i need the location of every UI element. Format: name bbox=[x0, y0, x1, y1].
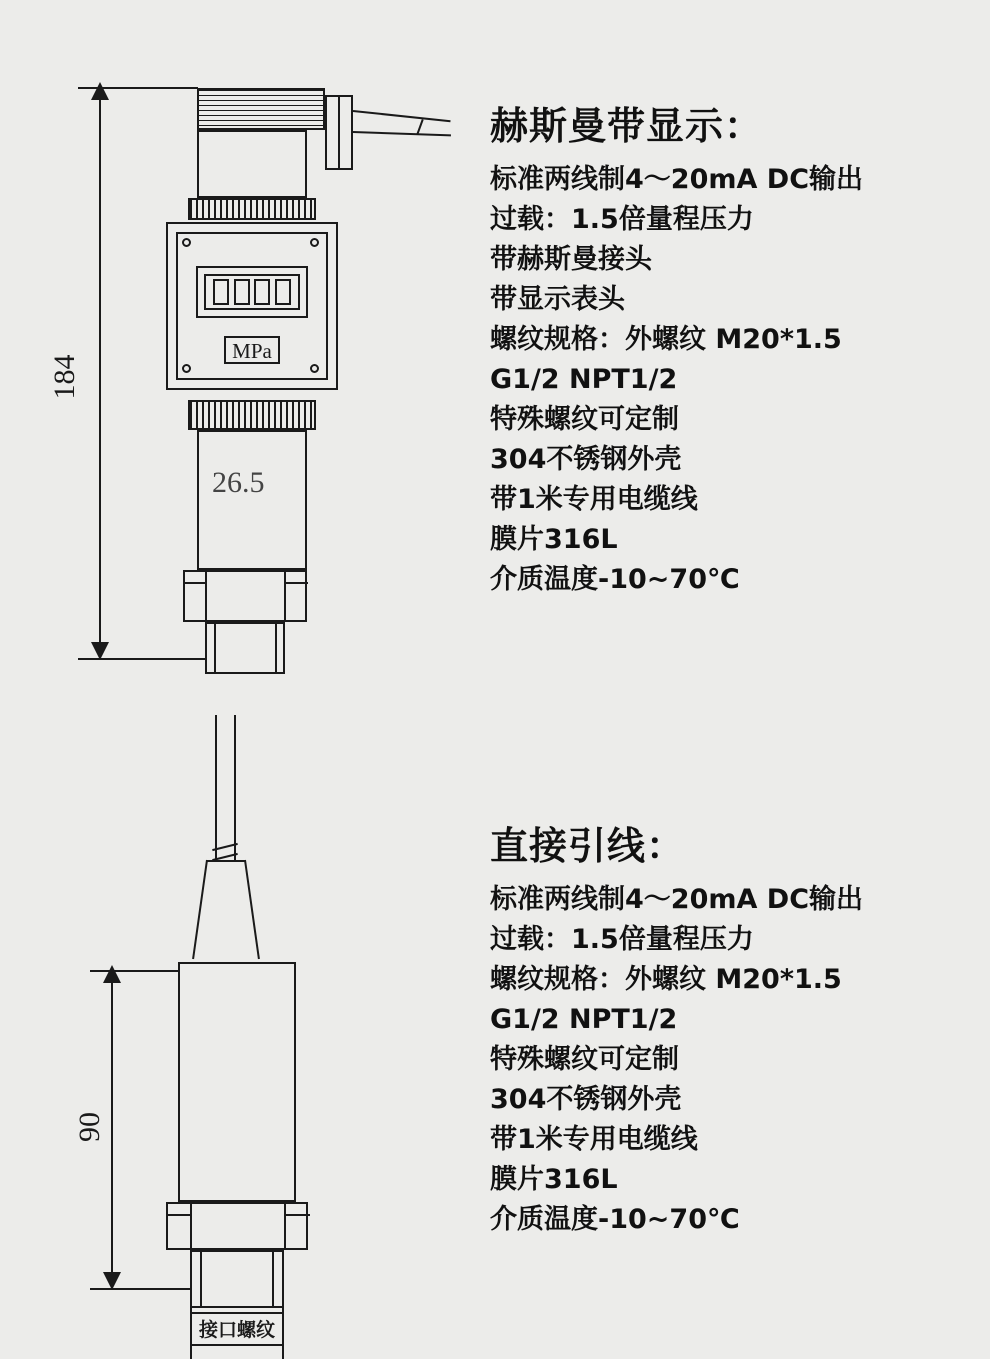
hex-nut-2 bbox=[166, 1202, 308, 1250]
spec-block-hirschmann bbox=[490, 95, 980, 600]
spec-line: 带赫斯曼接头 bbox=[490, 244, 652, 275]
process-thread-inner-left bbox=[214, 622, 216, 674]
boot-top-cap bbox=[206, 860, 246, 862]
connector-plug-inner-line bbox=[338, 95, 340, 170]
spec-line: 标准两线制4～20mA DC输出 bbox=[490, 164, 864, 195]
dimension-line-184 bbox=[99, 92, 101, 648]
process-thread-2-inner-left bbox=[200, 1250, 202, 1308]
dimension-label-184: 184 bbox=[48, 354, 81, 400]
hex-nut bbox=[183, 570, 307, 622]
housing-screw-bottom-right bbox=[310, 364, 319, 373]
spec-list-direct-lead bbox=[490, 880, 980, 1240]
hex-nut-chamfer-right bbox=[284, 570, 286, 622]
spec-block-direct-lead bbox=[490, 815, 980, 1240]
figure-direct-lead bbox=[0, 700, 470, 1359]
cable-right-line bbox=[234, 715, 236, 860]
hex-nut-edge-left bbox=[183, 582, 207, 584]
spec-line: 304不锈钢外壳 bbox=[490, 1084, 682, 1115]
spec-list-hirschmann bbox=[490, 160, 980, 600]
hex-nut-edge-right bbox=[284, 582, 308, 584]
spec-line: G1/2 NPT1/2 bbox=[490, 364, 678, 395]
hex-nut-2-edge-left bbox=[166, 1214, 192, 1216]
spec-title-hirschmann: 赫斯曼带显示： bbox=[490, 104, 764, 148]
spec-line: 膜片316L bbox=[490, 1164, 618, 1195]
lcd-digit-2 bbox=[234, 279, 250, 305]
cable-left-line bbox=[215, 715, 217, 860]
spec-line: 304不锈钢外壳 bbox=[490, 444, 682, 475]
dimension-label-90: 90 bbox=[73, 1112, 106, 1142]
housing-screw-bottom-left bbox=[182, 364, 191, 373]
lcd-digit-3 bbox=[254, 279, 270, 305]
spec-line: 过载：1.5倍量程压力 bbox=[490, 204, 754, 235]
figure-hirschmann-display bbox=[0, 0, 470, 690]
lcd-digit-4 bbox=[275, 279, 291, 305]
cable-line-lower bbox=[353, 131, 451, 136]
process-thread-2-inner-right bbox=[272, 1250, 274, 1308]
callout-process-connection: 接口螺纹 bbox=[190, 1312, 284, 1346]
spec-line: 介质温度-10~70℃ bbox=[490, 564, 740, 595]
dimension-label-26-5: 26.5 bbox=[212, 466, 265, 499]
process-thread bbox=[205, 622, 285, 674]
cable-line-upper bbox=[353, 110, 451, 122]
housing-screw-top-left bbox=[182, 238, 191, 247]
boot-left-edge bbox=[192, 860, 208, 959]
spec-line: 过载：1.5倍量程压力 bbox=[490, 924, 754, 955]
connector-neck bbox=[197, 130, 307, 198]
spec-line: 标准两线制4～20mA DC输出 bbox=[490, 884, 864, 915]
spec-line: 螺纹规格：外螺纹 M20*1.5 bbox=[490, 324, 842, 355]
extension-line-top bbox=[78, 87, 198, 89]
spec-line: 膜片316L bbox=[490, 524, 618, 555]
connector-body bbox=[197, 88, 325, 130]
spec-line: 带显示表头 bbox=[490, 284, 625, 315]
extension-line-bottom bbox=[78, 658, 208, 660]
dimension-line-90 bbox=[111, 975, 113, 1278]
spec-line: 特殊螺纹可定制 bbox=[490, 1044, 679, 1075]
spec-line: G1/2 NPT1/2 bbox=[490, 1004, 678, 1035]
hex-nut-2-chamfer-right bbox=[284, 1202, 286, 1250]
spec-line: 介质温度-10~70℃ bbox=[490, 1204, 740, 1235]
hex-nut-chamfer-left bbox=[205, 570, 207, 622]
boot-right-edge bbox=[244, 860, 260, 959]
hex-nut-2-chamfer-left bbox=[190, 1202, 192, 1250]
hex-nut-2-edge-right bbox=[284, 1214, 310, 1216]
process-thread-inner-right bbox=[275, 622, 277, 674]
process-thread-2 bbox=[190, 1250, 284, 1308]
lower-knurled-ring bbox=[188, 400, 316, 430]
unit-label-mpa: MPa bbox=[224, 336, 280, 364]
sensor-body-cylinder-2 bbox=[178, 962, 296, 1202]
sensor-body-cylinder bbox=[197, 430, 307, 570]
upper-knurled-ring bbox=[188, 198, 316, 220]
spec-line: 带1米专用电缆线 bbox=[490, 484, 698, 515]
spec-line: 螺纹规格：外螺纹 M20*1.5 bbox=[490, 964, 842, 995]
spec-line: 特殊螺纹可定制 bbox=[490, 404, 679, 435]
housing-screw-top-right bbox=[310, 238, 319, 247]
lcd-digit-1 bbox=[213, 279, 229, 305]
spec-line: 带1米专用电缆线 bbox=[490, 1124, 698, 1155]
spec-title-direct-lead: 直接引线： bbox=[490, 824, 686, 868]
lcd-digits bbox=[204, 274, 300, 310]
